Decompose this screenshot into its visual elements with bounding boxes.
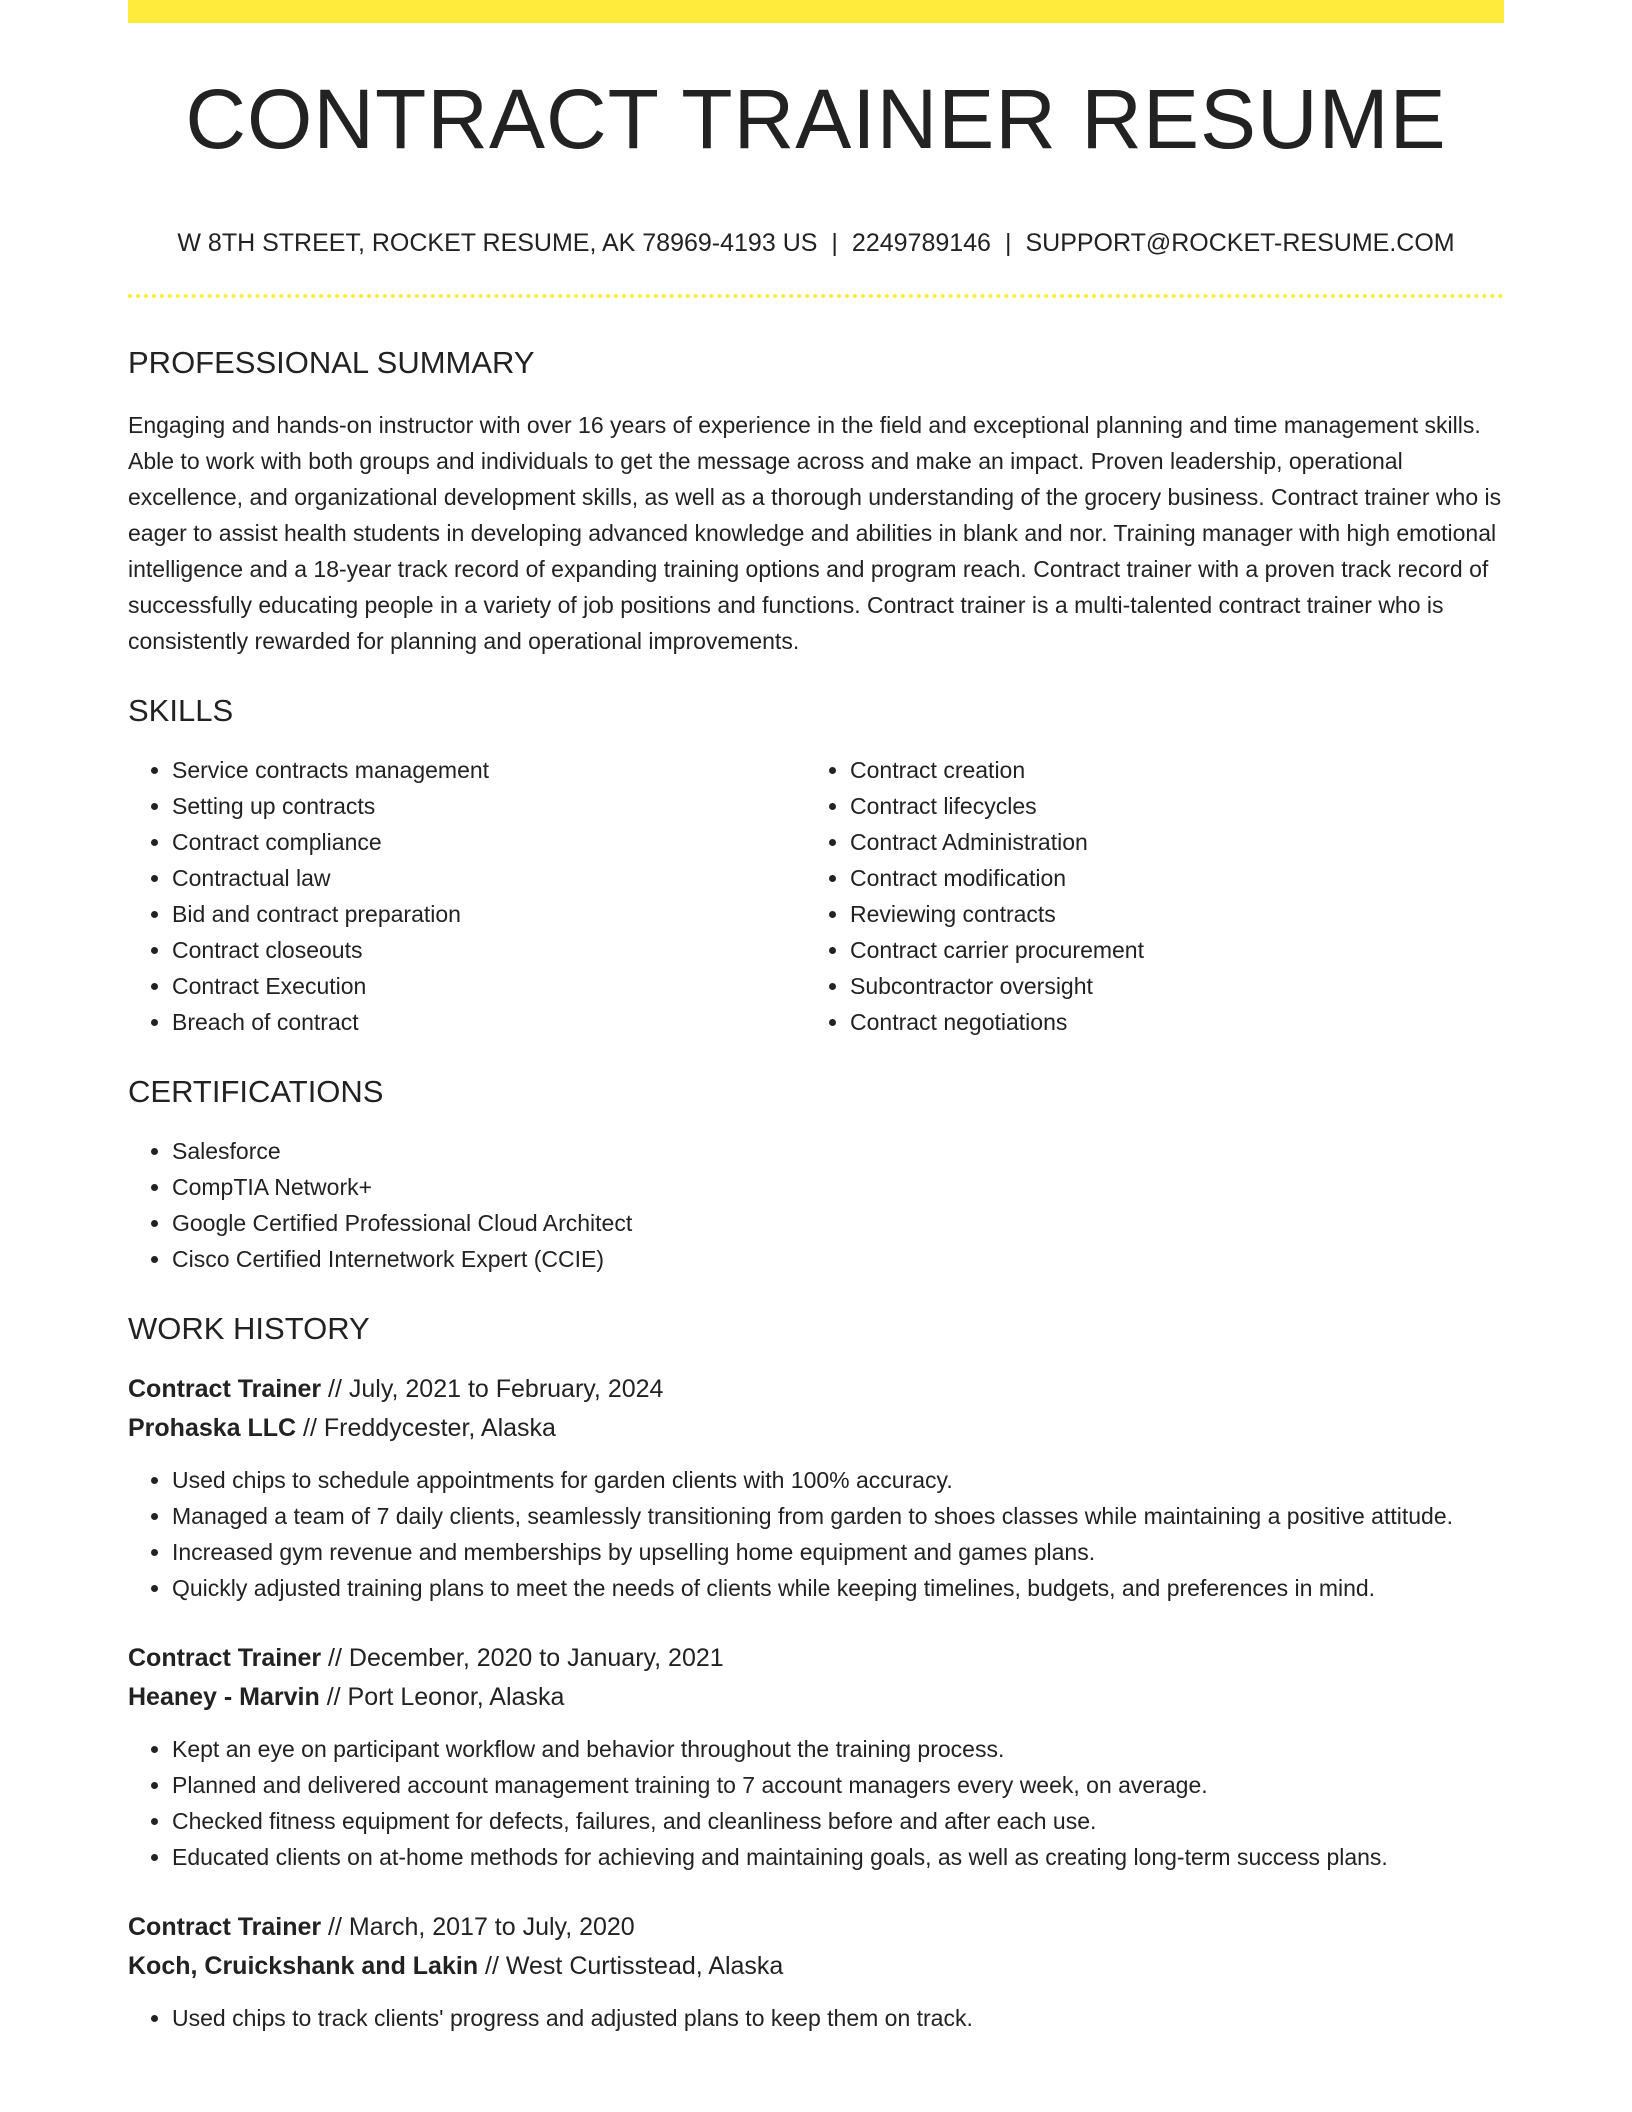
job-entry xyxy=(128,1908,1504,2036)
job-role: Contract Trainer xyxy=(128,1644,322,1672)
skill-item: • Reviewing contracts xyxy=(850,896,1484,932)
certification-item: • CompTIA Network+ xyxy=(172,1169,1504,1205)
skill-item: • Bid and contract preparation xyxy=(172,896,806,932)
job-location: // Freddycester, Alaska xyxy=(296,1414,556,1442)
job-role-line xyxy=(128,1370,1504,1409)
contact-email: SUPPORT@ROCKET-RESUME.COM xyxy=(1025,229,1455,257)
contact-separator: | xyxy=(1004,229,1012,257)
skill-item: • Contract modification xyxy=(850,860,1484,896)
job-role-line xyxy=(128,1908,1504,1947)
skills-heading: SKILLS xyxy=(128,693,234,728)
certification-item: • Cisco Certified Internetwork Expert (CCIE) xyxy=(172,1241,1504,1277)
job-company-line xyxy=(128,1947,1504,1986)
skill-item: • Contract creation xyxy=(850,752,1484,788)
resume-page xyxy=(128,0,1504,2036)
skill-item: • Breach of contract xyxy=(172,1004,806,1040)
job-bullet: • Used chips to track clients' progress and adjusted plans to keep them on track. xyxy=(172,2000,1504,2036)
skill-item: • Subcontractor oversight xyxy=(850,968,1484,1004)
job-company: Prohaska LLC xyxy=(128,1414,297,1442)
summary-text: Engaging and hands-on instructor with over 16 years of experience in the field and exceptional planning and time management skills. Able to work with both groups and individuals to get the message across and make an impact. Proven leadership, operational excellence, and organizational development skills, as well as a thorough understanding of the grocery business. Contract trainer who is eager to assist health students in developing advanced knowledge and abilities in blank and nor. Training manager with high emotional intelligence and a 18-year track record of expanding training options and program reach. Contract trainer with a proven track record of successfully educating people in a variety of job positions and functions. Contract trainer is a multi-talented contract trainer who is consistently rewarded for planning and operational improvements. xyxy=(128,412,1502,654)
job-bullets xyxy=(128,2000,1504,2036)
skill-item: • Contract closeouts xyxy=(172,932,806,968)
skill-item: • Contract negotiations xyxy=(850,1004,1484,1040)
skills-list-right xyxy=(806,752,1484,1040)
contact-separator: | xyxy=(831,229,838,257)
contact-line xyxy=(128,231,1504,256)
skill-item: • Service contracts management xyxy=(172,752,806,788)
job-bullet: • Quickly adjusted training plans to meet the needs of clients while keeping timelines, budgets, and preferences in mind. xyxy=(172,1570,1504,1606)
job-bullet: • Educated clients on at-home methods for achieving and maintaining goals, as well as creating long-term success plans. xyxy=(172,1839,1504,1875)
job-company-line xyxy=(128,1678,1504,1717)
skills-list-left xyxy=(128,752,806,1040)
job-role: Contract Trainer xyxy=(128,1913,322,1941)
skills-columns xyxy=(128,752,1504,1040)
job-entry xyxy=(128,1370,1504,1606)
job-location: // Port Leonor, Alaska xyxy=(319,1683,565,1711)
resume-title: CONTRACT TRAINER RESUME xyxy=(185,72,1447,166)
skill-item: • Contract compliance xyxy=(172,824,806,860)
certification-item: • Salesforce xyxy=(172,1133,1504,1169)
job-bullet: • Increased gym revenue and memberships by upselling home equipment and games plans. xyxy=(172,1534,1504,1570)
job-dates: // March, 2017 to July, 2020 xyxy=(321,1913,635,1941)
work-history-heading: WORK HISTORY xyxy=(128,1311,370,1346)
dotted-divider xyxy=(128,294,1504,298)
certification-item: • Google Certified Professional Cloud Architect xyxy=(172,1205,1504,1241)
job-company-line xyxy=(128,1409,1504,1448)
certifications-list xyxy=(128,1133,1504,1277)
job-location: // West Curtisstead, Alaska xyxy=(478,1952,784,1980)
job-role: Contract Trainer xyxy=(128,1375,322,1403)
job-bullet: • Kept an eye on participant workflow and behavior throughout the training process. xyxy=(172,1731,1504,1767)
skill-item: • Contract lifecycles xyxy=(850,788,1484,824)
job-bullet: • Used chips to schedule appointments for garden clients with 100% accuracy. xyxy=(172,1462,1504,1498)
skill-item: • Contract carrier procurement xyxy=(850,932,1484,968)
skill-item: • Contract Execution xyxy=(172,968,806,1004)
job-role-line xyxy=(128,1639,1504,1678)
skill-item: • Contract Administration xyxy=(850,824,1484,860)
contact-address: W 8TH STREET, ROCKET RESUME, AK 78969-4193 US xyxy=(177,229,818,257)
job-dates: // July, 2021 to February, 2024 xyxy=(321,1375,664,1403)
top-accent-bar xyxy=(128,0,1504,23)
certifications-heading: CERTIFICATIONS xyxy=(128,1074,384,1109)
job-entry xyxy=(128,1639,1504,1875)
job-dates: // December, 2020 to January, 2021 xyxy=(321,1644,724,1672)
contact-phone: 2249789146 xyxy=(851,229,991,257)
job-bullet: • Checked fitness equipment for defects, failures, and cleanliness before and after each use. xyxy=(172,1803,1504,1839)
skill-item: • Contractual law xyxy=(172,860,806,896)
job-bullets xyxy=(128,1462,1504,1606)
summary-heading: PROFESSIONAL SUMMARY xyxy=(128,345,535,380)
job-company: Koch, Cruickshank and Lakin xyxy=(128,1952,479,1980)
job-company: Heaney - Marvin xyxy=(128,1683,320,1711)
job-bullet: • Managed a team of 7 daily clients, seamlessly transitioning from garden to shoes classes while maintaining a positive attitude. xyxy=(172,1498,1504,1534)
job-bullets xyxy=(128,1731,1504,1875)
job-bullet: • Planned and delivered account management training to 7 account managers every week, on average. xyxy=(172,1767,1504,1803)
skill-item: • Setting up contracts xyxy=(172,788,806,824)
